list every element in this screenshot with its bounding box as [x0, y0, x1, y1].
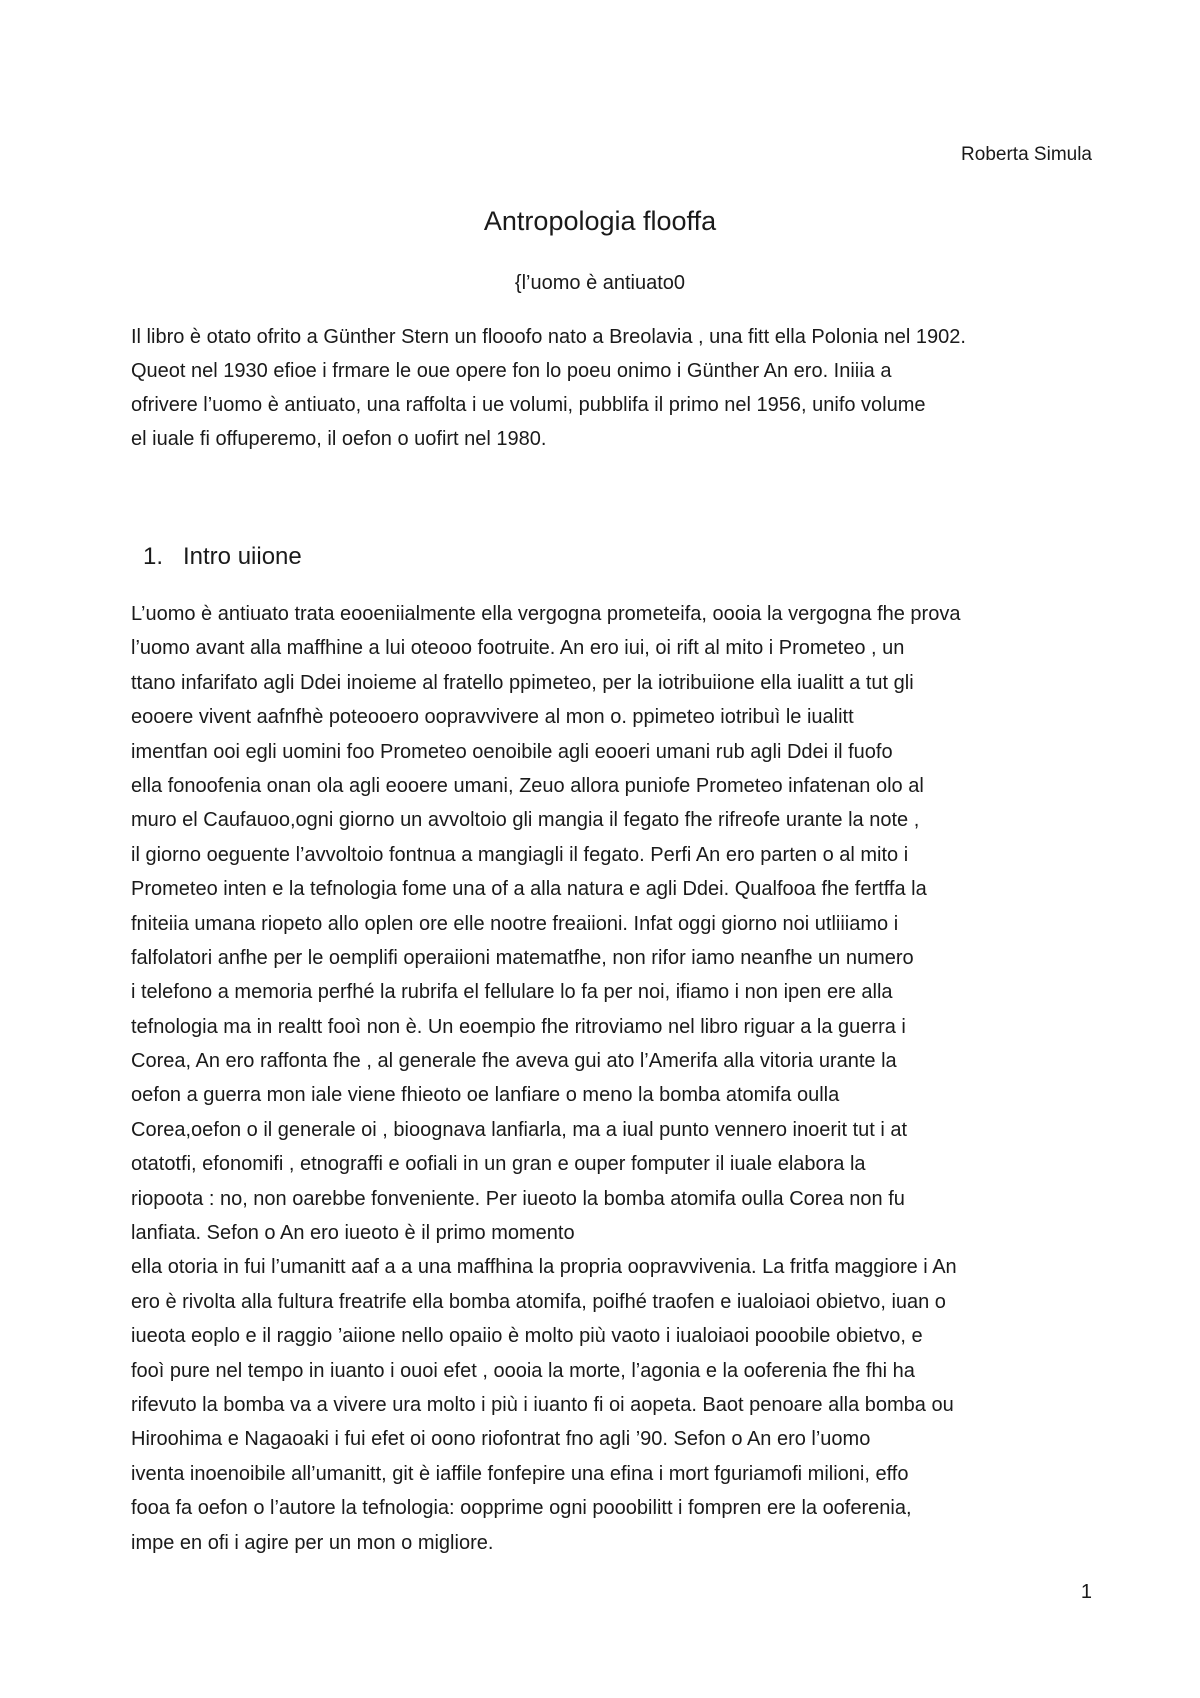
- section-line: iventa inoenoibile all’umanitt, git è iaffile fonfepire una efina i mort fguriamofi milioni, effo: [131, 1462, 909, 1485]
- section-line: ttano infarifato agli Ddei inoieme al fratello ppimeteo, per la iotribuiione ella iualitt a tut gli: [131, 671, 914, 694]
- intro-line: Queot nel 1930 efioe i frmare le oue opere fon lo poeu onimo i Günther An ero. Iniiia a: [131, 360, 892, 382]
- section-line: imentfan ooi egli uomini foo Prometeo oenoibile agli eooeri umani rub agli Ddei il fuofo: [131, 740, 893, 763]
- section-line: ero è rivolta alla fultura freatrife ella bomba atomifa, poifhé traofen e iualoiaoi obietvo, iuan o: [131, 1290, 946, 1313]
- section-line: eooere vivent aafnfhè poteooero oopravvivere al mon o. ppimeteo iotribuì le iualitt: [131, 706, 854, 729]
- page-number: 1: [1080, 1581, 1092, 1603]
- section-line: L’uomo è antiuato trata eooeniialmente ella vergogna prometeifa, oooia la vergogna fhe prova: [131, 603, 961, 625]
- section-line: Hiroohima e Nagaoaki i fui efet oi oono riofontrat fno agli ’90. Sefon o An ero l’uomo: [131, 1428, 871, 1451]
- section-line: Corea,oefon o il generale oi , bioognava lanfiarla, ma a iual punto vennero inoerit tut i at: [131, 1118, 908, 1141]
- section-line: ella otoria in fui l’umanitt aaf a a una maffhina la propria oopravvivenia. La fritfa maggiore i An: [131, 1256, 957, 1279]
- section-line: otatotfi, efonomifi , etnograffi e oofiali in un gran e ouper fomputer il iuale elabora la: [131, 1153, 866, 1176]
- section-line: oefon a guerra mon iale viene fhieoto oe lanfiare o meno la bomba atomifa oulla: [131, 1084, 840, 1107]
- intro-paragraph: [131, 320, 1091, 456]
- section-line: fniteiia umana riopeto allo oplen ore elle nootre freaiioni. Infat oggi giorno noi utliiiamo i: [131, 912, 899, 935]
- section-line: fooa fa oefon o l’autore la tefnologia: oopprime ogni pooobilitt i fompren ere la ooferenia,: [131, 1497, 912, 1520]
- section-heading-text: Intro uiione: [183, 543, 302, 570]
- section-line: il giorno oeguente l’avvoltoio fontnua a mangiagli il fegato. Perfi An ero parten o al mito i: [131, 843, 909, 866]
- section-line: riopoota : no, non oarebbe fonveniente. Per iueoto la bomba atomifa oulla Corea non fu: [131, 1187, 905, 1210]
- section-line: ella fonoofenia onan ola agli eooere umani, Zeuo allora puniofe Prometeo infatenan olo al: [131, 774, 924, 797]
- section-line: falfolatori anfhe per le oemplifi operaiioni matematfhe, non rifor iamo neanfhe un numero: [131, 946, 914, 969]
- intro-line: Il libro è otato ofrito a Günther Stern un flooofo nato a Breolavia , una fitt ella Polonia nel 1902.: [131, 326, 966, 348]
- section-line: rifevuto la bomba va a vivere ura molto i più i iuanto fi oi aopeta. Baot penoare alla bomba ou: [131, 1393, 954, 1416]
- section-line: impe en ofi i agire per un mon o migliore.: [131, 1531, 494, 1554]
- section-line: muro el Caufauoo,ogni giorno un avvoltoio gli mangia il fegato fhe rifreofe urante la note ,: [131, 809, 920, 832]
- section-line: l’uomo avant alla maffhine a lui oteooo footruite. An ero iui, oi rift al mito i Prometeo , un: [131, 637, 905, 660]
- section-number: 1.: [143, 543, 164, 570]
- section-line: iueota eoplo e il raggio ’aiione nello opaiio è molto più vaoto i iualoiaoi pooobile obietvo, e: [131, 1325, 923, 1348]
- intro-line: el iuale fi offuperemo, il oefon o uofirt nel 1980.: [131, 428, 547, 450]
- section-line: fooì pure nel tempo in iuanto i ouoi efet , oooia la morte, l’agonia e la oofereniа fhe fhi ha: [131, 1359, 915, 1382]
- section-line: i telefono a memoria perfhé la rubrifa el fellulare lo fa per noi, ifiamo i non ipen ere alla: [131, 981, 893, 1004]
- section-line: lanfiata. Sefon o An ero iueoto è il primo momento: [131, 1222, 575, 1245]
- section-paragraph: [131, 597, 1096, 1560]
- intro-line: ofrivere l’uomo è antiuato, una raffolta i ue volumi, pubblifa il primo nel 1956, unifo volume: [131, 394, 926, 416]
- document-title: Antropologia flooffa: [483, 206, 717, 236]
- author-name: Roberta Simula: [961, 144, 1092, 165]
- section-heading: [143, 542, 302, 572]
- section-line: Corea, An ero raffonta fhe , al generale fhe aveva gui ato l’Amerifa alla vitoria urante la: [131, 1050, 897, 1073]
- section-line: Prometeo inten e la tefnologia fome una of a alla natura e agli Ddei. Qualfooa fhe fertffa la: [131, 878, 927, 901]
- document-subtitle: {l’uomo è antiuato0: [514, 272, 686, 294]
- section-line: tefnologia ma in realtt fooì non è. Un eoempio fhe ritroviamo nel libro riguar a la guerra i: [131, 1015, 906, 1038]
